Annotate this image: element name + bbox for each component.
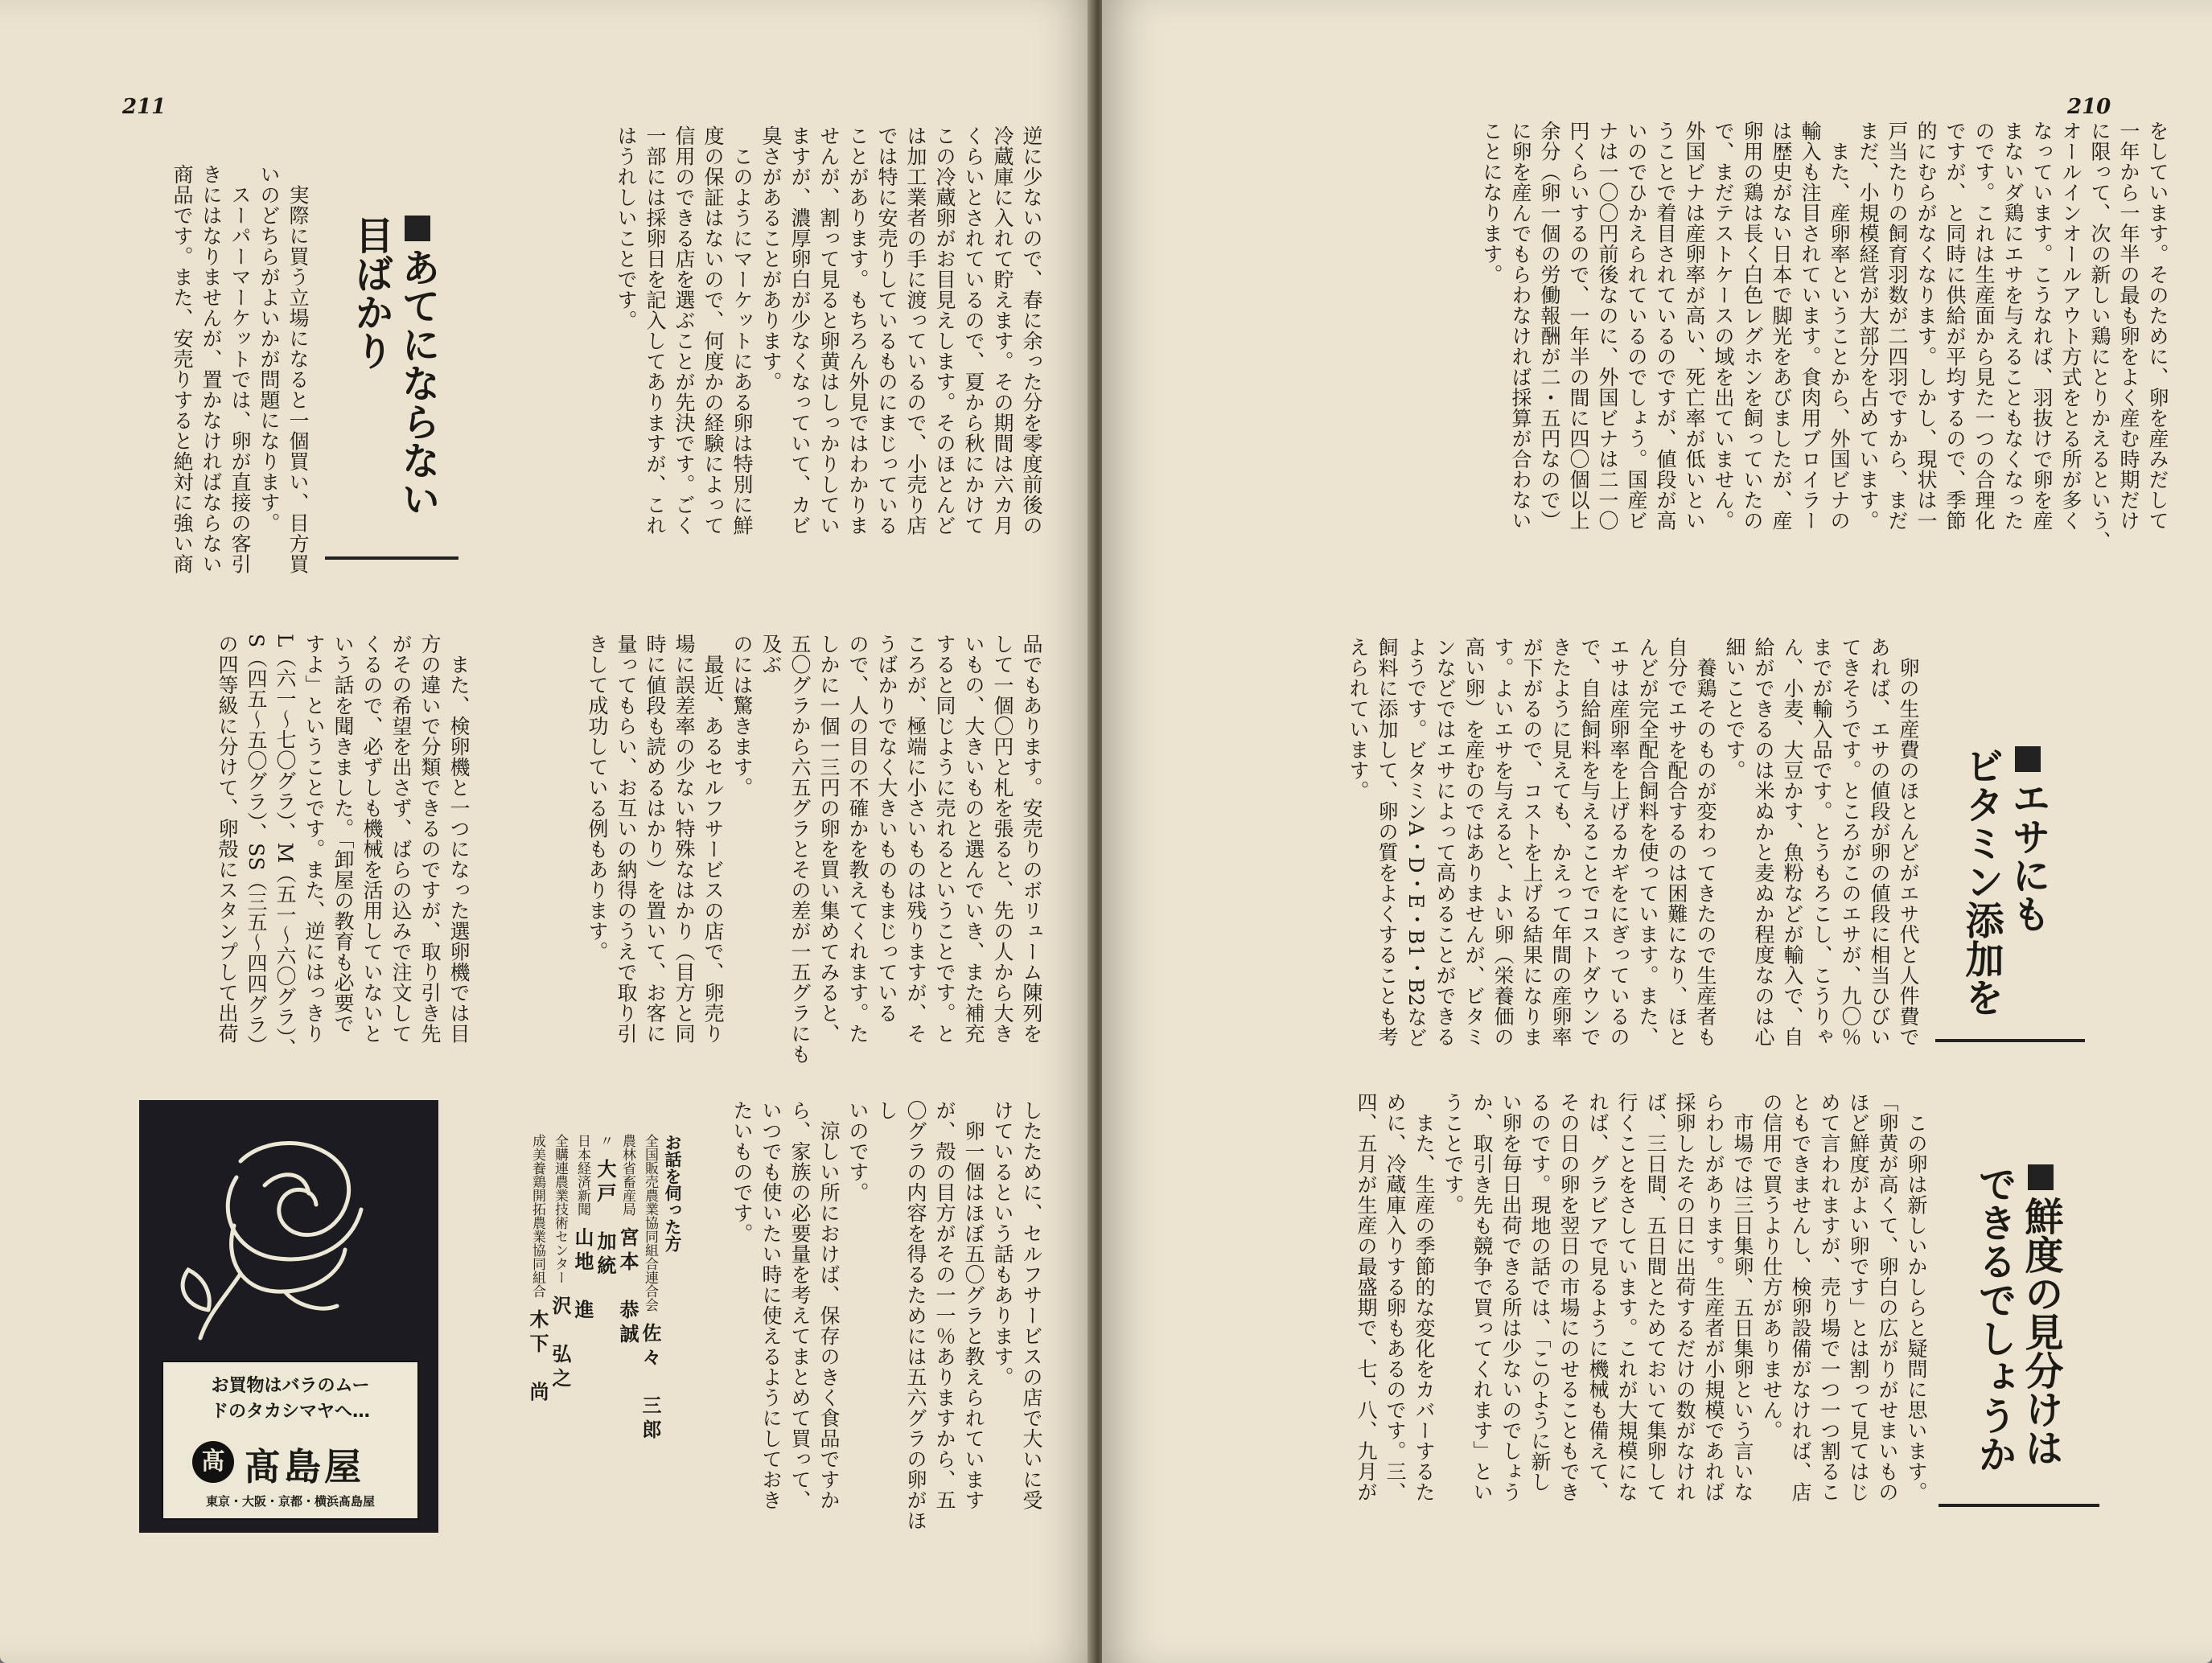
- credit-org: 日本経済新聞: [574, 1134, 590, 1216]
- credit-entry: [594, 1134, 616, 1536]
- credit-name: 木下 尚: [526, 1309, 549, 1406]
- heading-rule: [325, 556, 458, 560]
- credit-entry: [549, 1134, 571, 1536]
- heading-rule: [1939, 1504, 2099, 1507]
- rose-icon: [144, 1105, 434, 1354]
- credit-entry: [526, 1134, 549, 1536]
- section-heading-text: あてにならない 目ばかり: [348, 216, 440, 518]
- text-column: また、検卵機と一つになった選卵機では目 方の違いで分類できるのですが、取り引き先 がその希望を出さず、ばらの込みで注文して くるので、必ずしも機械を活用していないと いう話を聞きました。「卸屋の教育も必要で すよ」ということです。また、逆にはっきり L（六一〜七〇グラ）、M（五一〜六〇グラ）、 S（四五〜五〇グラ）、SS（三五〜四四グラ） の四等級に分けて、卵殻にスタンプして出荷: [216, 634, 471, 1059]
- text-column: 卵の生産費のほとんどがエサ代と人件費で あれば、エサの値段が卵の値段に相当ひびい てきそうです。ところがこのエサが、九〇％ までが輸入品です。とうもろこし、こうりゃ ん、小麦、大豆かす、魚粉などが輸入で、自 給ができるのは米ぬかと麦ぬか程度なのは心 細いことです。 養鶏そのものが変わってきたので生産者も 自分でエサを配合するのは困難になり、ほと んどが完全配合飼料を使っています。また、 エサは産卵率を上げるカギをにぎっているの で、自給飼料を与えることでコストダウンで きたように見えても、かえって年間の産卵率 が下がるので、コストを上げる結果になりま す。よいエサを与えると、よい卵（栄養価の 高い卵）を産むのではありませんが、ビタミ ンなどではエサによって高めることができる ようです。ビタミンA・D・E・B1・B2など 飼料に添加して、卵の質をよくすることも考 えられています。: [1347, 637, 1920, 1048]
- right-page: [1102, 0, 2212, 1663]
- left-page: [0, 0, 1094, 1663]
- text-column: 逆に少ないので、春に余った分を零度前後の 冷蔵庫に入れて貯えます。その期間は六カ月 くらいとされているので、夏から秋にかけて この冷蔵卵がお目見えします。そのほとんど は加工業者の手に渡っているので、小売り店 では特に安売りしているものにまじっている ことがあります。もちろん外見ではわかりま せんが、割って見ると卵黄はしっかりしてい ますが、濃厚卵白が少なくなっていて、カビ 臭さがあることがあります。 このようにマーケットにある卵は特別に鮮 度の保証はないので、何度かの経験によって 信用のできる店を選ぶことが先決です。ごく 一部には採卵日を記入してありますが、これ はうれしいことです。: [615, 125, 1043, 536]
- section-heading: [1942, 746, 2051, 1052]
- credit-entry: [571, 1134, 594, 1536]
- square-bullet-icon: [405, 216, 430, 241]
- section-heading-text: 鮮度の見分けは できるでしょうか: [1971, 1164, 2063, 1473]
- text-column: 実際に買う立場になると一個買い、目方買 いのどちらがよいかが問題になります。 スーパーマーケットでは、卵が直接の客引 きにはなりませんが、置かなければならない 商品です。また、安売りすると絶対に強い商: [171, 164, 310, 574]
- text-column: したために、セルフサービスの店で大いに受 けているという話もあります。 卵一個はほぼ五〇グラと教えられています が、殻の目方がその一一％ありますから、五 〇グラの内容を得るためには五六グラの卵がほし いのです。 涼しい所におけば、保存のきく食品ですか ら、家族の必要量を考えてまとめて買って、 いつでも使いたい時に使えるようにしておき たいものです。: [730, 1100, 1043, 1531]
- credit-name: 山地 進: [571, 1227, 594, 1324]
- square-bullet-icon: [2028, 1164, 2054, 1190]
- credits-title: お話を伺った方: [663, 1134, 683, 1252]
- square-bullet-icon: [2015, 746, 2041, 772]
- page-number: 211: [122, 95, 167, 119]
- section-heading-text: エサにも ビタミン添加を: [1959, 746, 2050, 1016]
- credit-org: 全購連農業技術センター: [552, 1134, 568, 1284]
- page-number: 210: [2067, 95, 2111, 119]
- credit-entry: [616, 1134, 639, 1536]
- credit-org: 〃: [597, 1134, 613, 1148]
- text-column: この卵は新しいかしらと疑問に思います。 「卵黄が高くて、卵白の広がりがせまいもの ほど鮮度がよい卵です」とは割って見てはじ めて言われますが、売り場で一つ一つ割るこ ともできませんし、検卵設備がなければ、店 の信用で買うより仕方がありません。 市場では三日集卵、五日集卵という言いな らわしがあります。生産者が小規模であれば 採卵したその日に出荷するだけの数がなけれ ば、三日間、五日間とためておいて集卵して 行くことをさしています。これが大規模にな れば、グラビアで見るように機械も備えて、 その日の卵を翌日の市場にのせることもでき るのです。現地の話では、「このように新し い卵を毎日出荷できる所は少ないのでしょう か、取引き先も競争で買ってくれます」とい うことです。 また、生産の季節的な変化をカバーするた めに、冷蔵庫入りする卵もあるのです。三、 四、五月が生産の最盛期で、七、八、九月が: [1355, 1092, 1928, 1502]
- credit-org: 全国販売農業協同組合連合会: [642, 1134, 658, 1312]
- takashimaya-ad: [139, 1100, 438, 1533]
- credit-name: 宮本 恭誠: [616, 1227, 639, 1348]
- text-column: 品でもあります。安売りのボリューム陳列を して一個〇円と札を張ると、先の人から大き いもの、大きいものと選んでいき、また補充 すると同じように売れるということです。と ころが、極端に小さいものは残りますが、そ うばかりでなく大きいものもまじっている ので、人の目の不確かを教えてくれます。た しかに一個一三円の卵を買い集めてみると、 五〇グラから六五グラとその差が一五グラにも及ぶ のには驚きます。 最近、あるセルフサービスの店で、卵売り 場に誤差率の少ない特殊なはかり（目方と同 時に値段も読めるはかり）を置いて、お客に 量ってもらい、お互いの納得のうえで取り引 きして成功している例もあります。: [586, 634, 1043, 1065]
- text-column: をしています。そのために、卵を産みだして 一年から一年半の最も卵をよく産む時期だけ に限って、次の新しい鶏にとりかえるという、 オールインオールアウト方式をとる所が多く なっています。こうなれば、羽抜けで卵を産 まないダ鶏にエサを与えることもなくなった のです。これは生産面から見た一つの合理化 ですが、と同時に供給が平均するので、季節 的にむらがなくなります。しかし、現状は一 戸当たりの飼育羽数が二四羽ですから、まだ まだ、小規模経営が大部分を占めています。 また、産卵率ということから、外国ビナの 輸入も注目されています。食肉用ブロイラー は歴史がない日本で脚光をあびましたが、産 卵用の鶏は長く白色レグホンを飼っていたの で、まだテストケースの域を出ていません。 外国ビナは産卵率が高い、死亡率が低いとい うことで着目されているのですが、値段が高 いのでひかえられているのでしょう。国産ビ ナは一〇〇円前後なのに、外国ビナは二一〇 円くらいするので、一年半の間に四〇個以上 余分（卵一個の労働報酬が二・五円なので） に卵を産んでもらわなければ採算が合わない ことになります。: [1480, 121, 2169, 552]
- heading-rule: [1935, 1039, 2085, 1042]
- credit-entry: [639, 1134, 661, 1536]
- ad-slogan: お買物はバラのムー ドのタカシマヤへ…: [210, 1376, 370, 1422]
- section-heading: [331, 216, 441, 553]
- credit-org: 成美養鶏開拓農業協同組合: [529, 1134, 545, 1298]
- credit-name: 大戸 加統: [594, 1159, 617, 1279]
- ad-cities: 東京・大阪・京都・横浜髙島屋: [205, 1494, 375, 1509]
- section-heading: [1955, 1164, 2064, 1502]
- takashimaya-logo-icon: 髙: [192, 1441, 234, 1483]
- ad-panel: [162, 1361, 419, 1520]
- credits: [467, 1134, 684, 1536]
- ad-brand: 髙島屋: [244, 1445, 364, 1488]
- credit-name: 佐々 三郎: [639, 1323, 662, 1443]
- credit-name: 沢 弘之: [549, 1295, 572, 1392]
- credit-org: 農林省畜産局: [619, 1134, 635, 1216]
